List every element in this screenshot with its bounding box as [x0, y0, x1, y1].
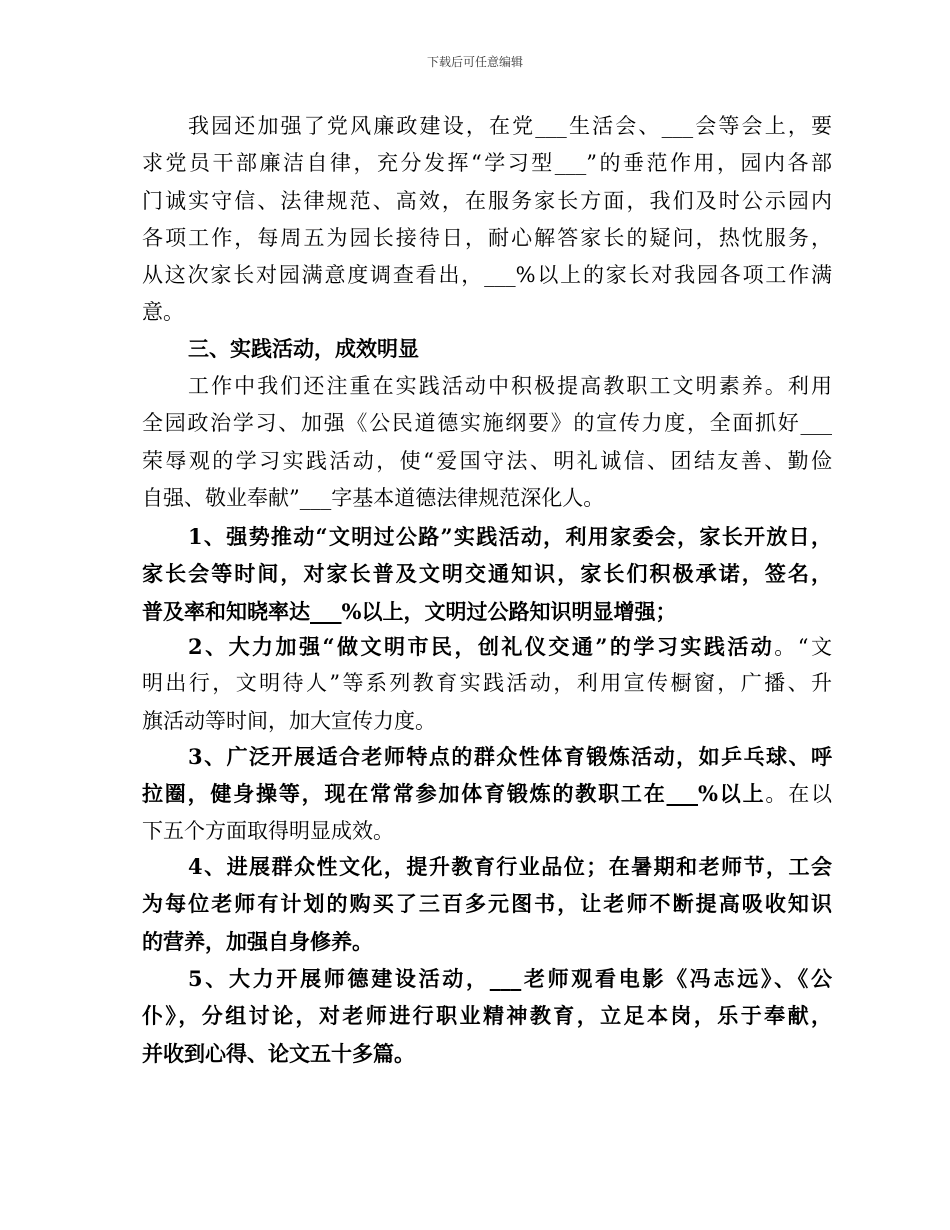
- item-lead: 2、大力加强“做文明市民，创礼仪交通”的学习实践活动: [188, 634, 775, 659]
- text-line: [142, 628, 832, 665]
- text-line: 4、进展群众性文化，提升教育行业品位；在暑期和老师节，工会: [188, 854, 832, 879]
- paragraph-practice: [142, 368, 832, 517]
- text-line: 并收到心得、论文五十多篇。: [142, 1040, 415, 1066]
- text-line: 全园政治学习、加强《公民道德实施纲要》的宣传力度，全面抓好___: [142, 411, 832, 436]
- text-line: 从这次家长对园满意度调查看出，___%以上的家长对我园各项工作满: [142, 263, 832, 288]
- text-line: 3、广泛开展适合老师特点的群众性体育锻炼活动，如乒乓球、呼: [188, 744, 832, 769]
- section-heading-text: 三、实践活动，成效明显: [188, 336, 419, 361]
- text-line: 旗活动等时间，加大宣传力度。: [142, 708, 436, 733]
- text-line: 为每位老师有计划的购买了三百多元图书，让老师不断提高吸收知识: [142, 891, 832, 917]
- list-item-5: [142, 960, 832, 1072]
- text-line: 求党员干部廉洁自律，充分发挥“学习型___”的垂范作用，园内各部: [142, 151, 832, 176]
- paragraph-party-style: [142, 108, 832, 332]
- text-line: 各项工作，每周五为园长接待日，耐心解答家长的疑问，热忱服务，: [142, 225, 832, 250]
- text-line: 下五个方面取得明显成效。: [142, 818, 394, 843]
- text-line: 自强、敬业奉献”___字基本道德法律规范深化人。: [142, 485, 605, 510]
- page-header: 下载后可任意编辑: [426, 55, 523, 69]
- text-line: 门诚实守信、法律规范、高效，在服务家长方面，我们及时公示园内: [142, 188, 832, 213]
- text-line: 普及率和知晓率达___%以上，文明过公路知识明显增强；: [142, 598, 677, 624]
- list-item-4: [142, 848, 832, 960]
- text-line: 明出行，文明待人”等系列教育实践活动，利用宣传橱窗，广播、升: [142, 671, 832, 696]
- text-line: 工作中我们还注重在实践活动中积极提高教职工文明素养。利用: [188, 374, 832, 398]
- item-tail: 。“文: [774, 635, 832, 659]
- list-item-1: [142, 518, 832, 630]
- text-line: 家长会等时间，对家长普及文明交通知识，家长们积极承诺，签名，: [142, 561, 832, 587]
- text-line: 1、强势推动“文明过公路”实践活动，利用家委会，家长开放日，: [188, 524, 832, 549]
- list-item-2: [142, 628, 832, 740]
- item-tail: 。在以: [765, 782, 833, 807]
- text-line: 的营养，加强自身修养。: [142, 928, 373, 954]
- section-heading: [142, 330, 832, 367]
- text-line: [142, 775, 832, 812]
- text-line: 我园还加强了党风廉政建设，在党___生活会、___会等会上，要: [188, 114, 832, 138]
- item-bold: 拉圈，健身操等，现在常常参加体育锻炼的教职工在___%以上: [142, 781, 766, 807]
- text-line: 5、大力开展师德建设活动，___老师观看电影《冯志远》、《公: [188, 966, 832, 991]
- text-line: 荣辱观的学习实践活动，使“爱国守法、明礼诚信、团结友善、勤俭: [142, 448, 832, 473]
- list-item-3: [142, 738, 832, 850]
- text-line: 仆》，分组讨论，对老师进行职业精神教育，立足本岗，乐于奉献，: [142, 1003, 832, 1029]
- text-line: 意。: [142, 300, 184, 325]
